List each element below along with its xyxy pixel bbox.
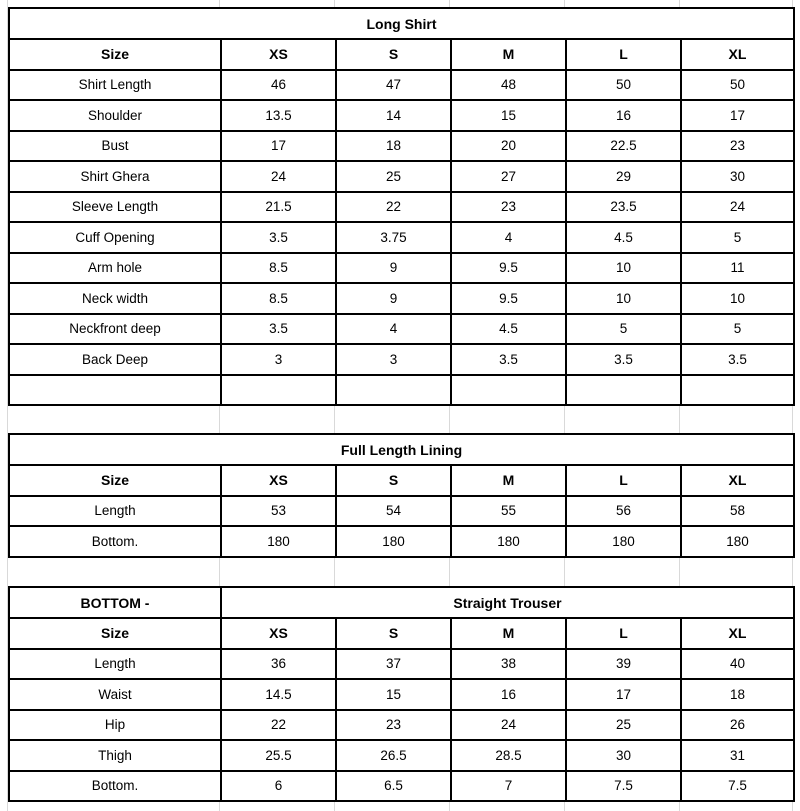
value-cell: 180 <box>221 526 336 557</box>
value-cell: 56 <box>566 496 681 527</box>
column-header-cell: XL <box>681 465 794 496</box>
value-cell: 180 <box>566 526 681 557</box>
value-cell: 3.75 <box>336 222 451 253</box>
column-header-cell: M <box>451 618 566 649</box>
value-cell: 50 <box>566 70 681 101</box>
empty-cell <box>681 375 794 406</box>
value-cell: 15 <box>451 100 566 131</box>
empty-cell <box>221 375 336 406</box>
value-cell: 5 <box>681 314 794 345</box>
value-cell: 9.5 <box>451 253 566 284</box>
value-cell: 3 <box>221 344 336 375</box>
table-bottom-straight-trouser <box>8 586 795 802</box>
table-row <box>9 222 794 253</box>
table-row <box>9 740 794 771</box>
value-cell: 23.5 <box>566 192 681 223</box>
value-cell: 22.5 <box>566 131 681 162</box>
value-cell: 5 <box>681 222 794 253</box>
column-header-cell: L <box>566 618 681 649</box>
value-cell: 10 <box>566 253 681 284</box>
table-row <box>9 314 794 345</box>
value-cell: 17 <box>221 131 336 162</box>
value-cell: 6.5 <box>336 771 451 802</box>
value-cell: 17 <box>566 679 681 710</box>
value-cell: 22 <box>336 192 451 223</box>
table-row <box>9 526 794 557</box>
value-cell: 38 <box>451 649 566 680</box>
value-cell: 7.5 <box>566 771 681 802</box>
value-cell: 3.5 <box>681 344 794 375</box>
table-row <box>9 100 794 131</box>
row-label-cell: Neckfront deep <box>9 314 221 345</box>
table-row <box>9 70 794 101</box>
table-row <box>9 131 794 162</box>
row-label-cell: Shirt Ghera <box>9 161 221 192</box>
value-cell: 3 <box>336 344 451 375</box>
column-header-cell: S <box>336 618 451 649</box>
value-cell: 3.5 <box>221 314 336 345</box>
value-cell: 180 <box>336 526 451 557</box>
value-cell: 25.5 <box>221 740 336 771</box>
value-cell: 13.5 <box>221 100 336 131</box>
row-label-cell: Shirt Length <box>9 70 221 101</box>
value-cell: 23 <box>681 131 794 162</box>
value-cell: 180 <box>681 526 794 557</box>
value-cell: 4 <box>336 314 451 345</box>
column-header-cell: M <box>451 39 566 70</box>
value-cell: 25 <box>566 710 681 741</box>
value-cell: 11 <box>681 253 794 284</box>
value-cell: 26.5 <box>336 740 451 771</box>
value-cell: 31 <box>681 740 794 771</box>
value-cell: 16 <box>566 100 681 131</box>
table-header-row <box>9 465 794 496</box>
value-cell: 23 <box>451 192 566 223</box>
value-cell: 14 <box>336 100 451 131</box>
row-label-cell: Neck width <box>9 283 221 314</box>
table-row <box>9 771 794 802</box>
value-cell: 8.5 <box>221 253 336 284</box>
column-header-cell: S <box>336 465 451 496</box>
value-cell: 7 <box>451 771 566 802</box>
empty-cell <box>451 375 566 406</box>
size-header-cell: Size <box>9 39 221 70</box>
value-cell: 3.5 <box>566 344 681 375</box>
value-cell: 22 <box>221 710 336 741</box>
value-cell: 10 <box>566 283 681 314</box>
table-title-row <box>9 434 794 465</box>
value-cell: 30 <box>566 740 681 771</box>
value-cell: 18 <box>336 131 451 162</box>
row-label-cell: Waist <box>9 679 221 710</box>
row-label-cell: Bottom. <box>9 526 221 557</box>
row-label-cell: Shoulder <box>9 100 221 131</box>
value-cell: 9.5 <box>451 283 566 314</box>
size-header-cell: Size <box>9 465 221 496</box>
table-full-length-lining <box>8 433 795 558</box>
row-label-cell: Hip <box>9 710 221 741</box>
column-header-cell: XS <box>221 465 336 496</box>
value-cell: 25 <box>336 161 451 192</box>
value-cell: 48 <box>451 70 566 101</box>
value-cell: 7.5 <box>681 771 794 802</box>
empty-cell <box>336 375 451 406</box>
row-label-cell: Back Deep <box>9 344 221 375</box>
table-title-row <box>9 8 794 39</box>
table-row <box>9 375 794 406</box>
value-cell: 3.5 <box>221 222 336 253</box>
row-label-cell: Length <box>9 496 221 527</box>
table-row <box>9 496 794 527</box>
table-long-shirt <box>8 7 795 406</box>
value-cell: 180 <box>451 526 566 557</box>
value-cell: 36 <box>221 649 336 680</box>
value-cell: 24 <box>451 710 566 741</box>
value-cell: 54 <box>336 496 451 527</box>
value-cell: 18 <box>681 679 794 710</box>
column-header-cell: M <box>451 465 566 496</box>
value-cell: 37 <box>336 649 451 680</box>
value-cell: 27 <box>451 161 566 192</box>
value-cell: 14.5 <box>221 679 336 710</box>
value-cell: 47 <box>336 70 451 101</box>
value-cell: 16 <box>451 679 566 710</box>
row-label-cell: Arm hole <box>9 253 221 284</box>
column-header-cell: L <box>566 465 681 496</box>
table-header-row <box>9 39 794 70</box>
value-cell: 9 <box>336 253 451 284</box>
table-header-row <box>9 618 794 649</box>
table-row <box>9 679 794 710</box>
row-label-cell: Bottom. <box>9 771 221 802</box>
row-label-cell: Cuff Opening <box>9 222 221 253</box>
value-cell: 58 <box>681 496 794 527</box>
value-cell: 23 <box>336 710 451 741</box>
column-header-cell: XL <box>681 618 794 649</box>
value-cell: 15 <box>336 679 451 710</box>
value-cell: 29 <box>566 161 681 192</box>
empty-cell <box>9 375 221 406</box>
value-cell: 4 <box>451 222 566 253</box>
column-header-cell: XS <box>221 39 336 70</box>
value-cell: 6 <box>221 771 336 802</box>
table-row <box>9 192 794 223</box>
value-cell: 39 <box>566 649 681 680</box>
title-cell: Long Shirt <box>9 8 794 39</box>
table-row <box>9 253 794 284</box>
value-cell: 5 <box>566 314 681 345</box>
value-cell: 53 <box>221 496 336 527</box>
value-cell: 55 <box>451 496 566 527</box>
value-cell: 50 <box>681 70 794 101</box>
value-cell: 4.5 <box>451 314 566 345</box>
column-header-cell: XL <box>681 39 794 70</box>
value-cell: 28.5 <box>451 740 566 771</box>
value-cell: 20 <box>451 131 566 162</box>
value-cell: 40 <box>681 649 794 680</box>
value-cell: 10 <box>681 283 794 314</box>
empty-cell <box>566 375 681 406</box>
title-cell: Full Length Lining <box>9 434 794 465</box>
column-header-cell: L <box>566 39 681 70</box>
value-cell: 9 <box>336 283 451 314</box>
value-cell: 4.5 <box>566 222 681 253</box>
value-cell: 3.5 <box>451 344 566 375</box>
column-header-cell: S <box>336 39 451 70</box>
table-row <box>9 161 794 192</box>
value-cell: 17 <box>681 100 794 131</box>
row-label-cell: Thigh <box>9 740 221 771</box>
table-row <box>9 344 794 375</box>
table-row <box>9 649 794 680</box>
value-cell: 21.5 <box>221 192 336 223</box>
table-row <box>9 710 794 741</box>
value-cell: 8.5 <box>221 283 336 314</box>
value-cell: 24 <box>221 161 336 192</box>
title-cell: Straight Trouser <box>221 587 794 618</box>
value-cell: 24 <box>681 192 794 223</box>
value-cell: 26 <box>681 710 794 741</box>
size-header-cell: Size <box>9 618 221 649</box>
row-label-cell: Sleeve Length <box>9 192 221 223</box>
column-header-cell: XS <box>221 618 336 649</box>
table-row <box>9 283 794 314</box>
value-cell: 30 <box>681 161 794 192</box>
table-title-row <box>9 587 794 618</box>
value-cell: 46 <box>221 70 336 101</box>
title-cell: BOTTOM - <box>9 587 221 618</box>
row-label-cell: Bust <box>9 131 221 162</box>
row-label-cell: Length <box>9 649 221 680</box>
